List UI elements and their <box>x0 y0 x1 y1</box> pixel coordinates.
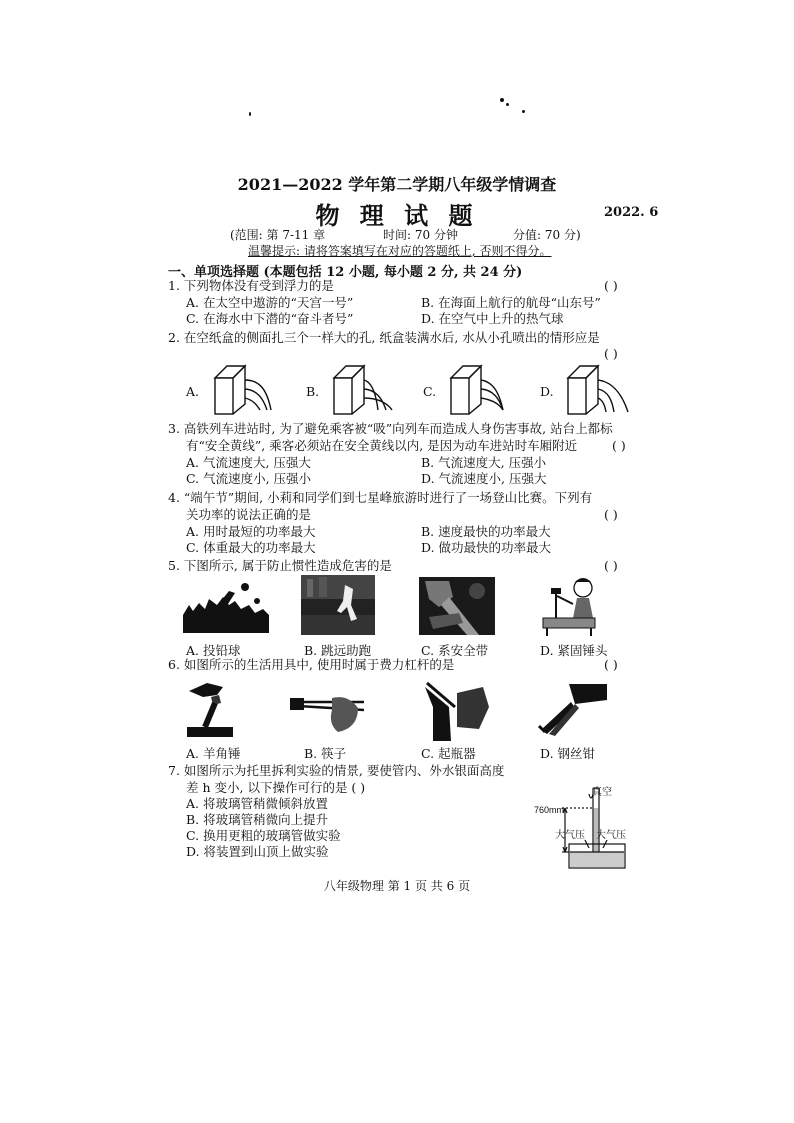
q1-option-b: B. 在海面上航行的航母“山东号” <box>421 295 601 310</box>
q3-option-b: B. 气流速度大, 压强小 <box>421 455 547 470</box>
section-title: 一、单项选择题 (本题包括 12 小题, 每小题 2 分, 共 24 分) <box>168 265 523 280</box>
q3-answer-paren: ( ) <box>612 438 626 453</box>
q4-answer-paren: ( ) <box>604 507 618 522</box>
exam-score: 分值: 70 分) <box>513 228 581 242</box>
q2-stem: 2. 在空纸盒的侧面扎三个一样大的孔, 纸盒装满水后, 水从小孔喷出的情形应是 <box>168 330 600 345</box>
q2-label-a: A. <box>186 384 200 399</box>
q6-label-c: C. 起瓶器 <box>421 746 476 761</box>
q4-option-d: D. 做功最快的功率最大 <box>421 540 552 555</box>
q1-answer-paren: ( ) <box>604 278 618 293</box>
subject-title: 物 理 试 题 <box>315 201 479 230</box>
q1-option-d: D. 在空气中上升的热气球 <box>421 311 564 326</box>
q2-answer-paren: ( ) <box>604 346 618 361</box>
q1-option-a: A. 在太空中遨游的“天宫一号” <box>186 295 354 310</box>
q5-answer-paren: ( ) <box>604 558 618 573</box>
claw-hammer-photo <box>183 677 251 741</box>
carton-icon <box>441 360 521 420</box>
page-footer: 八年级物理 第 1 页 共 6 页 <box>323 879 471 893</box>
q1-stem: 1. 下列物体没有受到浮力的是 <box>168 278 334 293</box>
q7-option-d: D. 将装置到山顶上做实验 <box>186 844 329 859</box>
q1-option-c: C. 在海水中下潜的“奋斗者号” <box>186 311 354 326</box>
q5-label-b: B. 跳远助跑 <box>304 643 372 658</box>
q6-stem: 6. 如图所示的生活用具中, 使用时属于费力杠杆的是 <box>168 657 455 672</box>
pliers-photo <box>535 680 607 736</box>
chopsticks-photo <box>288 684 366 734</box>
atm-label-left: 大气压 <box>555 830 585 841</box>
seatbelt-photo <box>419 577 495 635</box>
q5-stem: 5. 下图所示, 属于防止惯性造成危害的是 <box>168 558 392 573</box>
q3-option-a: A. 气流速度大, 压强大 <box>186 455 311 470</box>
q2-label-d: D. <box>540 384 554 399</box>
q4-stem-line1: 4. “端午节”期间, 小莉和同学们到七星峰旅游时进行了一场登山比赛。下列有 <box>168 490 593 505</box>
vacuum-label: 真空 <box>592 787 612 798</box>
exam-scope: (范围: 第 7-11 章 <box>230 228 326 242</box>
q6-label-d: D. 钢丝钳 <box>540 746 596 761</box>
carton-icon <box>205 360 285 420</box>
shot-put-photo <box>183 575 269 633</box>
q5-label-c: C. 系安全带 <box>421 643 489 658</box>
q7-option-a: A. 将玻璃管稍微倾斜放置 <box>186 796 328 811</box>
warm-tip: 温馨提示: 请将答案填写在对应的答题纸上, 否则不得分。 <box>248 244 552 258</box>
q4-stem-line2: 关功率的说法正确的是 <box>186 507 312 522</box>
q7-stem-line2: 差 h 变小, 以下操作可行的是 ( ) <box>186 780 366 795</box>
q7-stem-line1: 7. 如图所示为托里拆利实验的情景, 要使管内、外水银面高度 <box>168 763 505 778</box>
q3-stem-line1: 3. 高铁列车进站时, 为了避免乘客被“吸”向列车而造成人身伤害事故, 站台上都标 <box>168 421 613 436</box>
q2-label-c: C. <box>423 384 437 399</box>
bottle-opener-photo <box>419 677 493 741</box>
q3-option-c: C. 气流速度小, 压强小 <box>186 471 312 486</box>
q7-option-b: B. 将玻璃管稍微向上提升 <box>186 812 329 827</box>
q3-stem-line2: 有“安全黄线”, 乘客必须站在安全黄线以内, 是因为动车进站时车厢附近 <box>186 438 578 453</box>
carton-icon <box>558 360 638 420</box>
hammer-cartoon <box>533 574 603 636</box>
carton-icon <box>324 360 404 420</box>
exam-time: 时间: 70 分钟 <box>383 228 458 242</box>
q6-label-a: A. 羊角锤 <box>186 746 241 761</box>
q4-option-a: A. 用时最短的功率最大 <box>186 524 316 539</box>
q6-answer-paren: ( ) <box>604 657 618 672</box>
height-label: 760mm <box>534 805 565 815</box>
long-jump-photo <box>301 575 375 635</box>
q5-label-d: D. 紧固锤头 <box>540 643 608 658</box>
q5-label-a: A. 投铅球 <box>186 643 241 658</box>
q3-option-d: D. 气流速度小, 压强大 <box>421 471 547 486</box>
atm-label-right: 大气压 <box>596 830 626 841</box>
q7-option-c: C. 换用更粗的玻璃管做实验 <box>186 828 341 843</box>
q6-label-b: B. 筷子 <box>304 746 347 761</box>
q2-label-b: B. <box>306 384 320 399</box>
q4-option-c: C. 体重最大的功率最大 <box>186 540 316 555</box>
exam-date: 2022. 6 <box>604 205 659 220</box>
q4-option-b: B. 速度最快的功率最大 <box>421 524 551 539</box>
exam-title: 2021—2022 学年第二学期八年级学情调查 <box>237 175 557 194</box>
